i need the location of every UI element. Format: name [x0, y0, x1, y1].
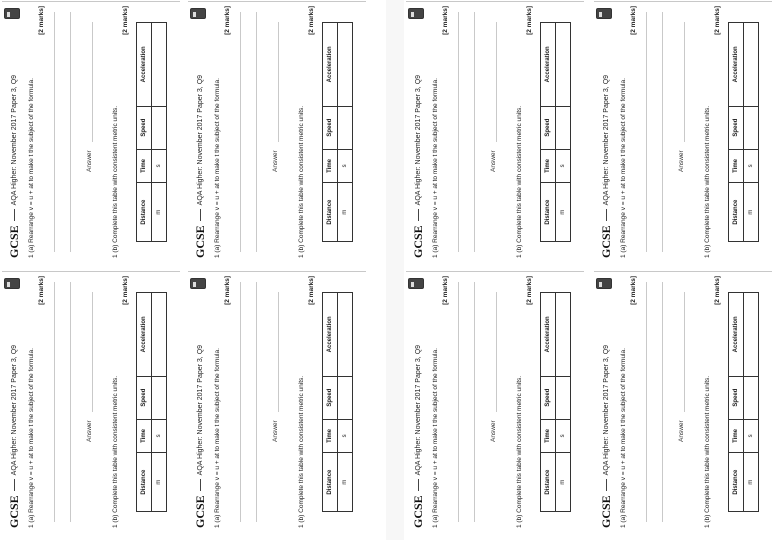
exam-reference: AQA Higher: November 2017 Paper 3, Q9: [196, 74, 204, 206]
units-table-cell[interactable]: m: [744, 453, 759, 512]
header-rule: [200, 209, 201, 221]
units-table-header: Distance: [729, 183, 744, 242]
units-table-header: Speed: [541, 106, 556, 149]
question-1a: 1 (a) Rearrange v = u + at to make t the subject of the formula.: [28, 78, 35, 258]
header-rule: [14, 479, 15, 491]
gcse-logo: GCSE: [192, 225, 207, 258]
calculator-icon: [190, 278, 206, 289]
gcse-logo: GCSE: [410, 225, 425, 258]
units-table-header: Time: [729, 419, 744, 453]
units-table-cell[interactable]: [338, 23, 353, 107]
units-table-cell[interactable]: [338, 293, 353, 377]
question-1a: 1 (a) Rearrange v = u + at to make t the subject of the formula.: [28, 348, 35, 528]
gcse-logo: GCSE: [598, 495, 613, 528]
working-line[interactable]: [70, 282, 71, 522]
question-1b-marks: [2 marks]: [526, 276, 533, 305]
question-1b: 1 (b) Complete this table with consistent metric units.: [704, 105, 711, 258]
units-table-header: Speed: [323, 376, 338, 419]
card-header: [598, 276, 614, 528]
units-table-header: Distance: [137, 183, 152, 242]
units-table-header: Speed: [729, 376, 744, 419]
units-table-cell[interactable]: s: [556, 419, 571, 453]
gcse-logo: GCSE: [192, 495, 207, 528]
calculator-icon: [4, 278, 20, 289]
units-table-row: [338, 23, 353, 242]
question-1a-marks: [2 marks]: [442, 6, 449, 35]
card-header: [598, 6, 614, 258]
question-1b: 1 (b) Complete this table with consistent metric units.: [298, 375, 305, 528]
question-1b: 1 (b) Complete this table with consistent metric units.: [704, 375, 711, 528]
working-line[interactable]: [458, 282, 459, 522]
exam-reference: AQA Higher: November 2017 Paper 3, Q9: [196, 344, 204, 476]
worksheet-card: [188, 271, 366, 532]
units-table-header: Acceleration: [137, 293, 152, 377]
worksheet-card-slot: [406, 2, 584, 262]
units-table-header-row: [541, 293, 556, 512]
units-table-cell[interactable]: [338, 376, 353, 419]
working-line[interactable]: [70, 12, 71, 252]
answer-label: Answer: [678, 150, 685, 172]
answer-label: Answer: [86, 420, 93, 442]
gcse-logo: GCSE: [6, 225, 21, 258]
working-line[interactable]: [474, 12, 475, 252]
exam-reference: AQA Higher: November 2017 Paper 3, Q9: [414, 344, 422, 476]
working-line[interactable]: [646, 12, 647, 252]
units-table-header-row: [137, 293, 152, 512]
answer-line[interactable]: [684, 292, 685, 412]
units-table: [322, 292, 353, 512]
question-1b: 1 (b) Complete this table with consistent metric units.: [112, 105, 119, 258]
gcse-logo: GCSE: [410, 495, 425, 528]
units-table-header: Time: [137, 149, 152, 183]
worksheet-card: [2, 1, 180, 262]
card-header: [6, 276, 22, 528]
exam-reference: AQA Higher: November 2017 Paper 3, Q9: [414, 74, 422, 206]
header-rule: [418, 209, 419, 221]
calculator-icon: [4, 8, 20, 19]
units-table-header: Time: [729, 149, 744, 183]
units-table-row: [744, 23, 759, 242]
units-table-cell[interactable]: s: [338, 149, 353, 183]
units-table-cell[interactable]: s: [152, 419, 167, 453]
units-table-cell[interactable]: [744, 293, 759, 377]
units-table-cell[interactable]: [744, 376, 759, 419]
question-1b-marks: [2 marks]: [526, 6, 533, 35]
units-table-header: Acceleration: [323, 293, 338, 377]
working-line[interactable]: [646, 282, 647, 522]
units-table-cell[interactable]: m: [152, 183, 167, 242]
units-table-header: Distance: [541, 183, 556, 242]
units-table-header: Speed: [541, 376, 556, 419]
header-rule: [14, 209, 15, 221]
header-rule: [200, 479, 201, 491]
worksheet-card-slot: [594, 2, 772, 262]
units-table-cell[interactable]: [152, 376, 167, 419]
units-table-header: Acceleration: [729, 293, 744, 377]
question-1a-marks: [2 marks]: [442, 276, 449, 305]
header-rule: [606, 209, 607, 221]
working-line[interactable]: [474, 282, 475, 522]
card-header: [410, 276, 426, 528]
units-table-cell[interactable]: s: [744, 149, 759, 183]
units-table-header-row: [323, 293, 338, 512]
units-table-cell[interactable]: m: [338, 183, 353, 242]
units-table-header: Distance: [323, 453, 338, 512]
units-table-cell[interactable]: [152, 23, 167, 107]
answer-line[interactable]: [496, 292, 497, 412]
units-table-header: Acceleration: [729, 23, 744, 107]
units-table-cell[interactable]: [744, 106, 759, 149]
units-table-header: Acceleration: [541, 293, 556, 377]
question-1b: 1 (b) Complete this table with consistent metric units.: [516, 105, 523, 258]
units-table-row: [744, 293, 759, 512]
units-table-header: Distance: [137, 453, 152, 512]
units-table-header: Speed: [137, 106, 152, 149]
exam-reference: AQA Higher: November 2017 Paper 3, Q9: [10, 344, 18, 476]
working-line[interactable]: [256, 12, 257, 252]
answer-label: Answer: [272, 420, 279, 442]
units-table-cell[interactable]: [152, 106, 167, 149]
working-line[interactable]: [662, 282, 663, 522]
units-table-cell[interactable]: m: [556, 183, 571, 242]
question-1b: 1 (b) Complete this table with consistent metric units.: [298, 105, 305, 258]
units-table-row: [338, 293, 353, 512]
worksheet-card-slot: [188, 272, 366, 532]
card-header: [6, 6, 22, 258]
units-table-cell[interactable]: [744, 23, 759, 107]
header-rule: [606, 479, 607, 491]
units-table: [136, 22, 167, 242]
worksheet-card: [594, 271, 772, 532]
answer-line[interactable]: [278, 292, 279, 412]
units-table: [728, 292, 759, 512]
gcse-logo: GCSE: [598, 225, 613, 258]
worksheet-card: [2, 271, 180, 532]
question-1a-marks: [2 marks]: [630, 276, 637, 305]
units-table-cell[interactable]: s: [338, 419, 353, 453]
question-1a: 1 (a) Rearrange v = u + at to make t the subject of the formula.: [620, 348, 627, 528]
units-table-cell[interactable]: [556, 376, 571, 419]
answer-line[interactable]: [92, 292, 93, 412]
calculator-icon: [596, 278, 612, 289]
exam-reference: AQA Higher: November 2017 Paper 3, Q9: [10, 74, 18, 206]
units-table-header: Distance: [323, 183, 338, 242]
worksheet-card-slot: [2, 2, 180, 262]
units-table-cell[interactable]: [338, 106, 353, 149]
question-1b-marks: [2 marks]: [308, 276, 315, 305]
question-1a-marks: [2 marks]: [224, 276, 231, 305]
worksheet-card-slot: [594, 272, 772, 532]
question-1a: 1 (a) Rearrange v = u + at to make t the subject of the formula.: [432, 348, 439, 528]
units-table: [728, 22, 759, 242]
units-table-cell[interactable]: [556, 23, 571, 107]
units-table-header: Time: [541, 149, 556, 183]
question-1b-marks: [2 marks]: [122, 276, 129, 305]
answer-label: Answer: [678, 420, 685, 442]
units-table: [540, 292, 571, 512]
exam-reference: AQA Higher: November 2017 Paper 3, Q9: [602, 74, 610, 206]
answer-label: Answer: [490, 150, 497, 172]
question-1a-marks: [2 marks]: [224, 6, 231, 35]
units-table-row: [556, 23, 571, 242]
units-table-header: Time: [323, 419, 338, 453]
working-line[interactable]: [256, 282, 257, 522]
answer-line[interactable]: [684, 22, 685, 142]
units-table-header: Time: [137, 419, 152, 453]
units-table-header-row: [323, 23, 338, 242]
units-table-header: Distance: [729, 453, 744, 512]
units-table-header: Speed: [323, 106, 338, 149]
calculator-icon: [408, 8, 424, 19]
units-table-cell[interactable]: s: [744, 419, 759, 453]
working-line[interactable]: [240, 12, 241, 252]
units-table-header: Acceleration: [137, 23, 152, 107]
question-1a-marks: [2 marks]: [630, 6, 637, 35]
working-line[interactable]: [54, 12, 55, 252]
page-fold: [386, 0, 404, 540]
units-table-cell[interactable]: m: [152, 453, 167, 512]
units-table-header: Acceleration: [323, 23, 338, 107]
worksheet-card: [406, 1, 584, 262]
calculator-icon: [190, 8, 206, 19]
units-table-header: Distance: [541, 453, 556, 512]
question-1a: 1 (a) Rearrange v = u + at to make t the subject of the formula.: [620, 78, 627, 258]
units-table-header: Time: [541, 419, 556, 453]
question-1b: 1 (b) Complete this table with consistent metric units.: [112, 375, 119, 528]
worksheet-card-slot: [188, 2, 366, 262]
units-table: [322, 22, 353, 242]
working-line[interactable]: [662, 12, 663, 252]
gcse-logo: GCSE: [6, 495, 21, 528]
units-table-cell[interactable]: m: [338, 453, 353, 512]
units-table: [540, 22, 571, 242]
answer-line[interactable]: [278, 22, 279, 142]
units-table-cell[interactable]: m: [556, 453, 571, 512]
answer-label: Answer: [272, 150, 279, 172]
units-table-header-row: [729, 23, 744, 242]
units-table: [136, 292, 167, 512]
question-1a: 1 (a) Rearrange v = u + at to make t the subject of the formula.: [214, 348, 221, 528]
worksheet-card-slot: [406, 272, 584, 532]
units-table-cell[interactable]: [556, 106, 571, 149]
units-table-cell[interactable]: [152, 293, 167, 377]
answer-label: Answer: [86, 150, 93, 172]
worksheet-card: [594, 1, 772, 262]
units-table-header-row: [137, 23, 152, 242]
units-table-header: Speed: [137, 376, 152, 419]
calculator-icon: [408, 278, 424, 289]
working-line[interactable]: [458, 12, 459, 252]
answer-line[interactable]: [496, 22, 497, 142]
question-1b-marks: [2 marks]: [714, 276, 721, 305]
working-line[interactable]: [240, 282, 241, 522]
units-table-row: [556, 293, 571, 512]
question-1a-marks: [2 marks]: [38, 6, 45, 35]
card-header: [192, 276, 208, 528]
question-1b-marks: [2 marks]: [714, 6, 721, 35]
units-table-cell[interactable]: m: [744, 183, 759, 242]
units-table-header: Speed: [729, 106, 744, 149]
worksheet-card: [188, 1, 366, 262]
answer-label: Answer: [490, 420, 497, 442]
units-table-cell[interactable]: s: [556, 149, 571, 183]
working-line[interactable]: [54, 282, 55, 522]
question-1a: 1 (a) Rearrange v = u + at to make t the subject of the formula.: [214, 78, 221, 258]
calculator-icon: [596, 8, 612, 19]
units-table-header-row: [729, 293, 744, 512]
worksheet-card-slot: [2, 272, 180, 532]
units-table-header-row: [541, 23, 556, 242]
question-1b-marks: [2 marks]: [308, 6, 315, 35]
card-header: [410, 6, 426, 258]
answer-line[interactable]: [92, 22, 93, 142]
units-table-row: [152, 293, 167, 512]
header-rule: [418, 479, 419, 491]
question-1a-marks: [2 marks]: [38, 276, 45, 305]
units-table-cell[interactable]: [556, 293, 571, 377]
units-table-header: Acceleration: [541, 23, 556, 107]
units-table-row: [152, 23, 167, 242]
question-1a: 1 (a) Rearrange v = u + at to make t the subject of the formula.: [432, 78, 439, 258]
units-table-cell[interactable]: s: [152, 149, 167, 183]
exam-reference: AQA Higher: November 2017 Paper 3, Q9: [602, 344, 610, 476]
card-header: [192, 6, 208, 258]
question-1b-marks: [2 marks]: [122, 6, 129, 35]
units-table-header: Time: [323, 149, 338, 183]
question-1b: 1 (b) Complete this table with consistent metric units.: [516, 375, 523, 528]
worksheet-card: [406, 271, 584, 532]
